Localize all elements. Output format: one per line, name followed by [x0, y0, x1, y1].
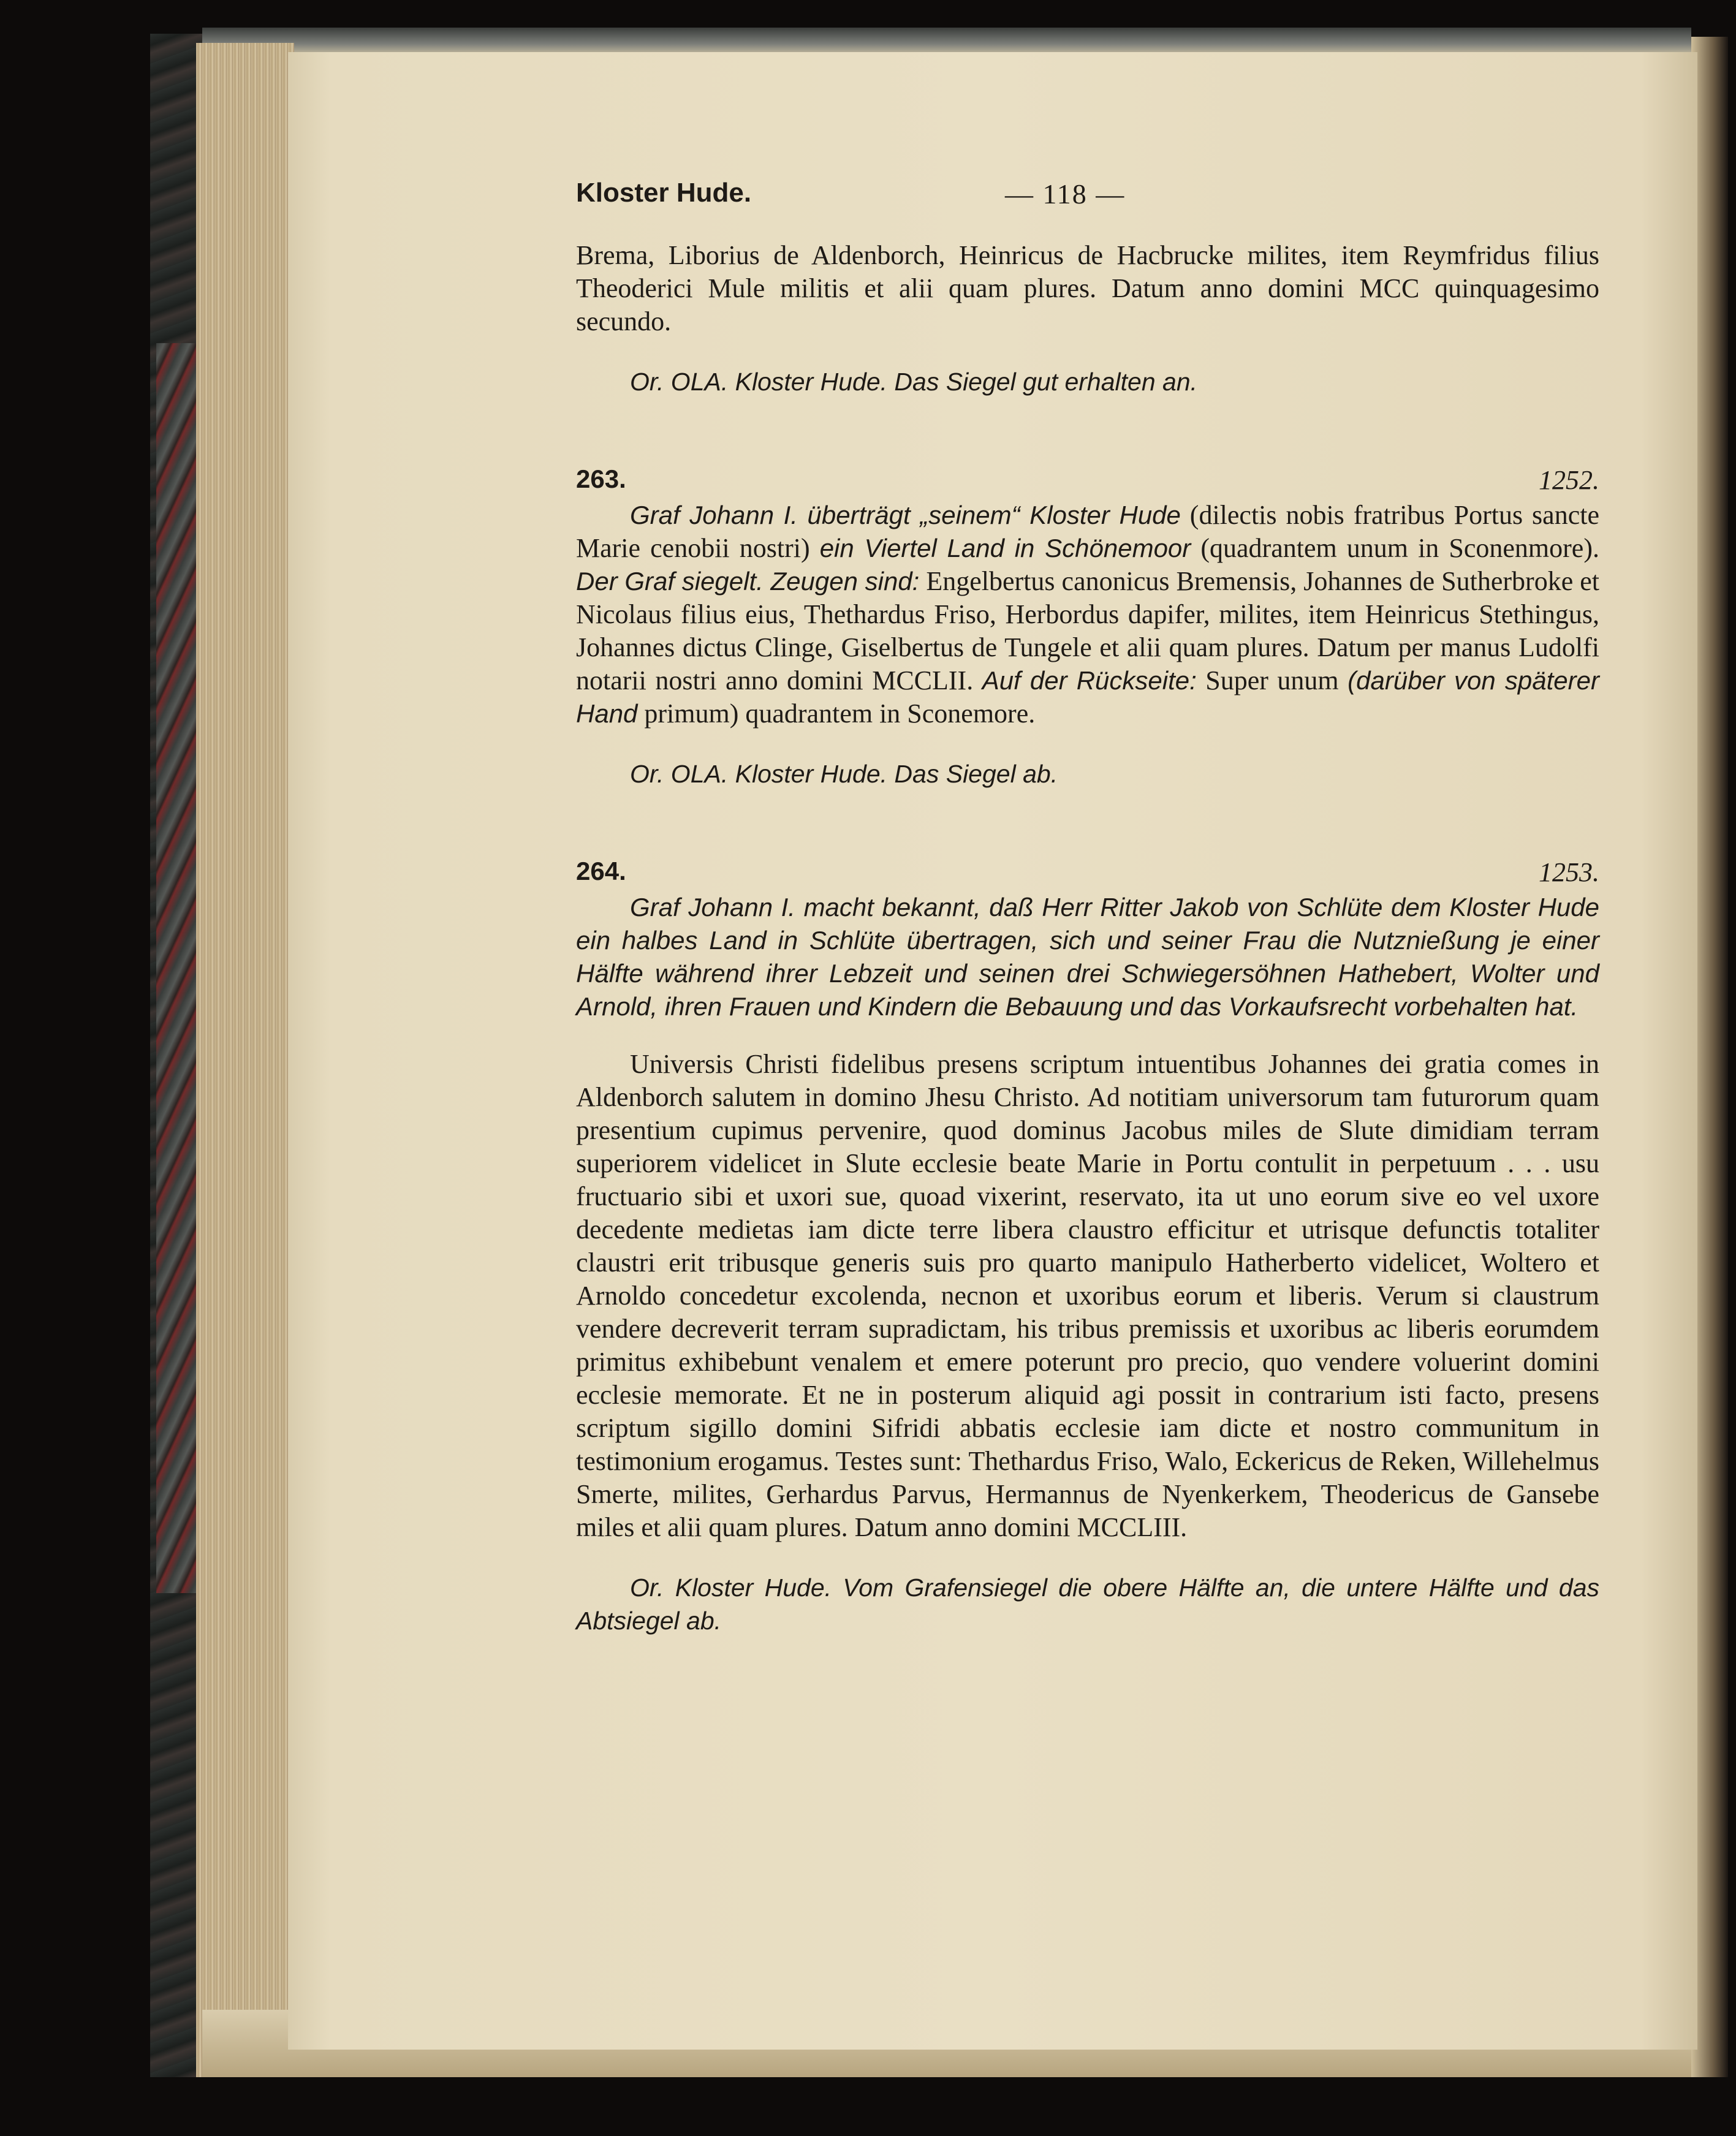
regest-segment: (darüber von späterer Hand [576, 666, 1599, 728]
regest-segment: Auf der Rückseite: [982, 666, 1197, 695]
entry-number: 264. [576, 857, 626, 885]
running-head-title: Kloster Hude. [576, 178, 752, 208]
regest-segment: ein Viertel Land in Schönemoor [819, 534, 1191, 562]
latin-segment: (dilectis nobis fratribus Portus sancte Marie cenobii nostri) [576, 500, 1599, 563]
page-block-edge [196, 43, 294, 2077]
entry-year: 1252. [1539, 465, 1599, 495]
entry-264-text: Universis Christi fidelibus presens scriptum intuentibus Johannes dei gratia comes in Aldenborch salutem in domino Jhesu Christo. Ad notitiam universorum tam futurorum quam presentium cupimus pervenire, quod dominus Jacobus miles de Slute dimidiam terram superiorem videlicet in Slute ecclesie beate Marie in Portu contulit in perpetuum . . . usu fructuario sibi et uxori sue, quoad vixerint, reservato, ita ut uno eorum sive eo vel uxore decedente medietas iam dicte terre libera claustro efficitur et utrisque defunctis totaliter claustri erit tribusque generis suis pro quarto manipulo Hatherberto videlicet, Woltero et Arnoldo concedetur excolenda, necnon et uxoribus eorum et liberis. Verum si claustrum vendere decreverit terram supradictam, his tribus premissis et uxoribus ac liberis eorumdem primitus exhibebunt venalem et emere poterunt pro precio, quo vendere voluerint domini ecclesie memorate. Et ne in posterum aliquid agi possit in contrarium isti facto, presens scriptum sigillo domini Sifridi abbatis ecclesie iam dicte et nostro communitum in testimonium erogamus. Testes sunt: Thethardus Friso, Walo, Eckericus de Reken, Willehelmus Smerte, milites, Gerhardus Parvus, Hermannus de Nyenkerkem, Theodericus de Gansebe miles et alii quam plures. Datum anno domini MCCLIII. [576, 1049, 1599, 1542]
entry-heading-263 [576, 464, 1599, 499]
running-head [576, 178, 1599, 221]
entry-heading-264 [576, 857, 1599, 891]
entry-264-regest: Graf Johann I. macht bekannt, daß Herr Ritter Jakob von Schlüte dem Kloster Hude ein halbes Land in Schlüte übertragen, sich und seiner Frau die Nutznießung je einer Hälfte während ihrer Lebzeit und seinen drei Schwiegersöhnen Hathebert, Wolter und Arnold, ihren Frauen und Kindern die Bebauung und das Vorkaufsrecht vorbehalten hat. [576, 893, 1599, 1021]
continuation-note: Or. OLA. Kloster Hude. Das Siegel gut erhalten an. [630, 368, 1198, 396]
continuation-text: Brema, Liborius de Aldenborch, Heinricus de Hacbrucke milites, item Reymfridus filius Theoderici Mule militis et alii quam plures. Datum anno domini MCC quinquagesimo secundo. [576, 240, 1599, 336]
latin-segment: (quadrantem unum in Sconenmore). [1191, 533, 1599, 563]
marbled-cover [156, 343, 202, 1593]
entry-264-note: Or. Kloster Hude. Vom Grafensiegel die obere Hälfte an, die untere Hälfte und das Abtsiegel ab. [576, 1574, 1599, 1635]
latin-segment: Engelbertus canonicus Bremensis, Johannes de Sutherbroke et Nicolaus filius eius, Thethardus Friso, Herbordus dapifer, milites, item Heinricus Stethingus, Johannes dictus Clinge, Giselbertus de Tungele et alii quam plures. Datum per manus Ludolfi notarii nostri anno domini MCCLII. [576, 566, 1599, 695]
page-number: — 118 — [1005, 178, 1126, 210]
top-edge [202, 28, 1691, 55]
regest-segment: Graf Johann I. überträgt „seinem“ Kloster Hude [630, 501, 1181, 529]
entry-year: 1253. [1539, 857, 1599, 887]
entry-263-note: Or. OLA. Kloster Hude. Das Siegel ab. [630, 760, 1058, 788]
latin-segment: primum) quadrantem in Sconemore. [637, 699, 1036, 729]
page-content [576, 178, 1599, 1637]
entry-number: 263. [576, 464, 626, 493]
latin-segment: Super unum [1196, 665, 1348, 695]
entry-263-regest [576, 499, 1599, 730]
regest-segment: Der Graf siegelt. Zeugen sind: [576, 567, 920, 596]
